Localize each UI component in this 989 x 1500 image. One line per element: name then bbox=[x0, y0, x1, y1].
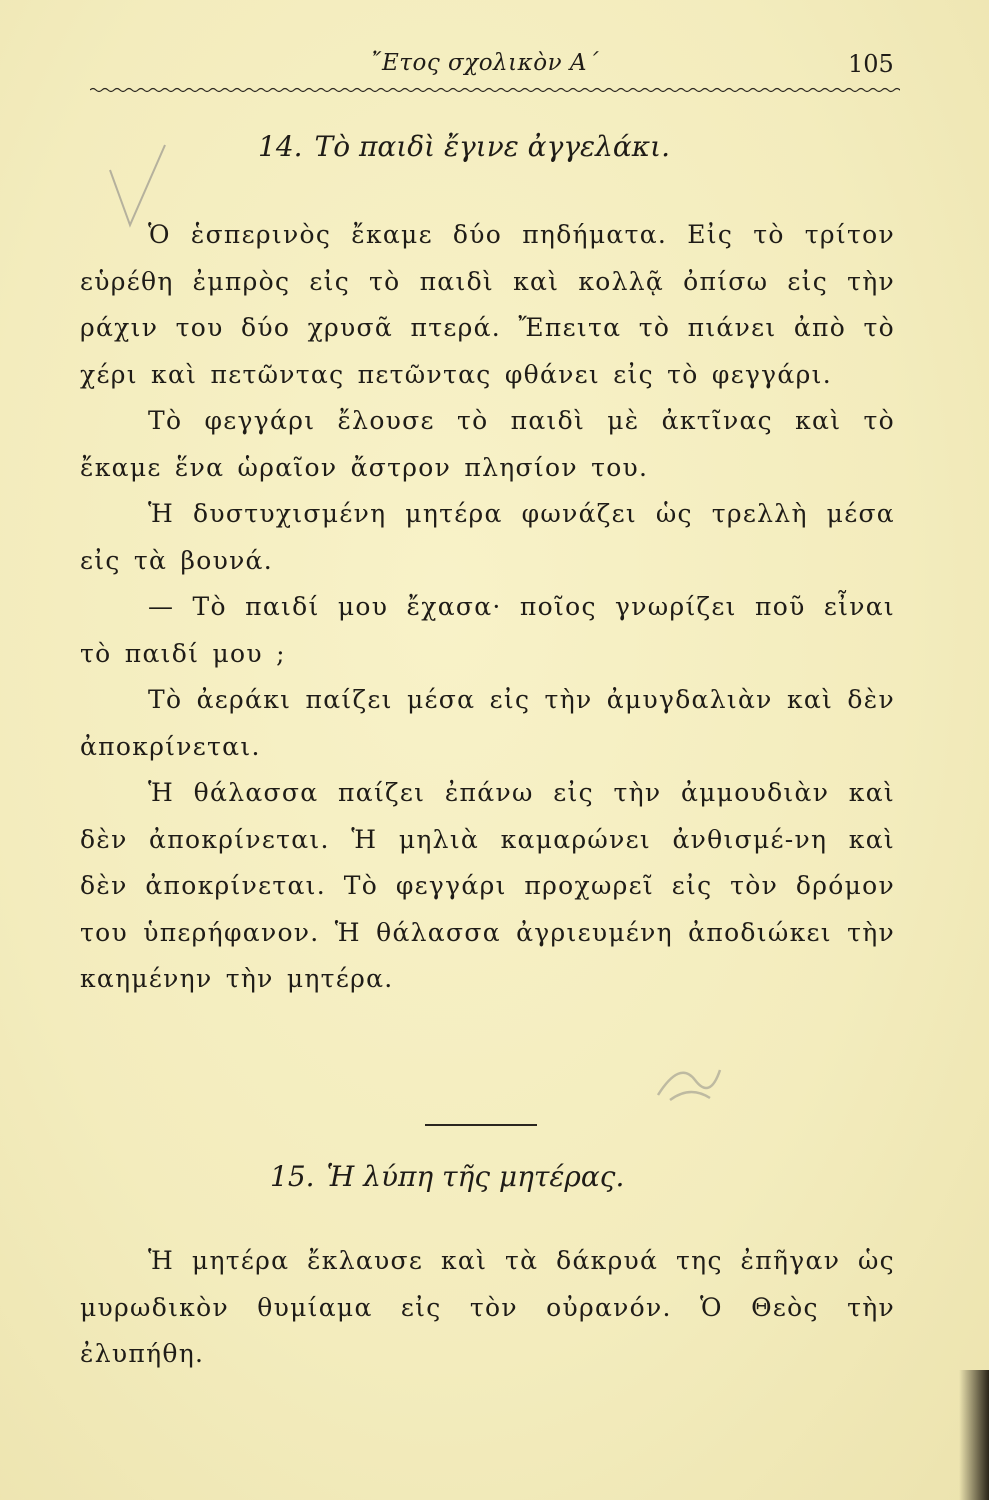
page-header bbox=[0, 50, 989, 90]
paragraph: Ἡ δυστυχισμένη μητέρα φωνάζει ὡς τρελλὴ μέσα εἰς τὰ βουνά. bbox=[80, 499, 895, 575]
page-edge-shadow bbox=[959, 1370, 989, 1500]
section-title-14 bbox=[258, 130, 670, 163]
paragraph: Ὁ ἑσπερινὸς ἔκαμε δύο πηδήματα. Εἰς τὸ τρίτον εὑρέθη ἐμπρὸς εἰς τὸ παιδὶ καὶ κολλᾷ ὀπίσω εἰς τὴν ράχιν του δύο χρυσᾶ πτερά. Ἔπειτα τὸ πιάνει ἀπὸ τὸ χέρι καὶ πετῶντας πετῶντας φθάνει εἰς τὸ φεγγάρι. bbox=[80, 220, 895, 389]
section-heading: Ἡ λύπη τῆς μητέρας. bbox=[326, 1160, 625, 1193]
header-wavy-rule bbox=[90, 86, 900, 94]
paragraph: — Τὸ παιδί μου ἔχασα· ποῖος γνωρίζει ποῦ εἶναι τὸ παιδί μου ; bbox=[80, 592, 895, 668]
running-title: ῎Ετος σχολικὸν Α΄ bbox=[370, 50, 599, 76]
section-title-15 bbox=[270, 1160, 624, 1193]
section-number: 15. bbox=[270, 1160, 315, 1193]
paragraph: Τὸ φεγγάρι ἔλουσε τὸ παιδὶ μὲ ἀκτῖνας καὶ τὸ ἔκαμε ἕνα ὡραῖον ἄστρον πλησίον του. bbox=[80, 406, 895, 482]
page-number: 105 bbox=[848, 50, 894, 78]
section-number: 14. bbox=[258, 130, 303, 163]
paragraph: Ἡ θάλασσα παίζει ἐπάνω εἰς τὴν ἀμμουδιὰν καὶ δὲν ἀποκρίνεται. Ἡ μηλιὰ καμαρώνει ἀνθισμέ-νη καὶ δὲν ἀποκρίνεται. Τὸ φεγγάρι προχωρεῖ εἰς τὸν δρόμον του ὑπερήφανον. Ἡ θάλασσα ἀγριευμένη ἀποδιώκει τὴν καημένην τὴν μητέρα. bbox=[80, 778, 895, 993]
section-heading: Τὸ παιδὶ ἔγινε ἀγγελάκι. bbox=[314, 130, 670, 163]
section-14-body bbox=[80, 212, 895, 1003]
paragraph: Τὸ ἀεράκι παίζει μέσα εἰς τὴν ἀμυγδαλιὰν καὶ δὲν ἀποκρίνεται. bbox=[80, 685, 895, 761]
section-15-body bbox=[80, 1238, 895, 1378]
section-divider bbox=[425, 1124, 537, 1126]
paragraph: Ἡ μητέρα ἔκλαυσε καὶ τὰ δάκρυά της ἐπῆγαν ὡς μυρωδικὸν θυμίαμα εἰς τὸν οὐρανόν. Ὁ Θεὸς τὴν ἐλυπήθη. bbox=[80, 1246, 895, 1368]
pencil-scribble-mark bbox=[650, 1050, 730, 1110]
